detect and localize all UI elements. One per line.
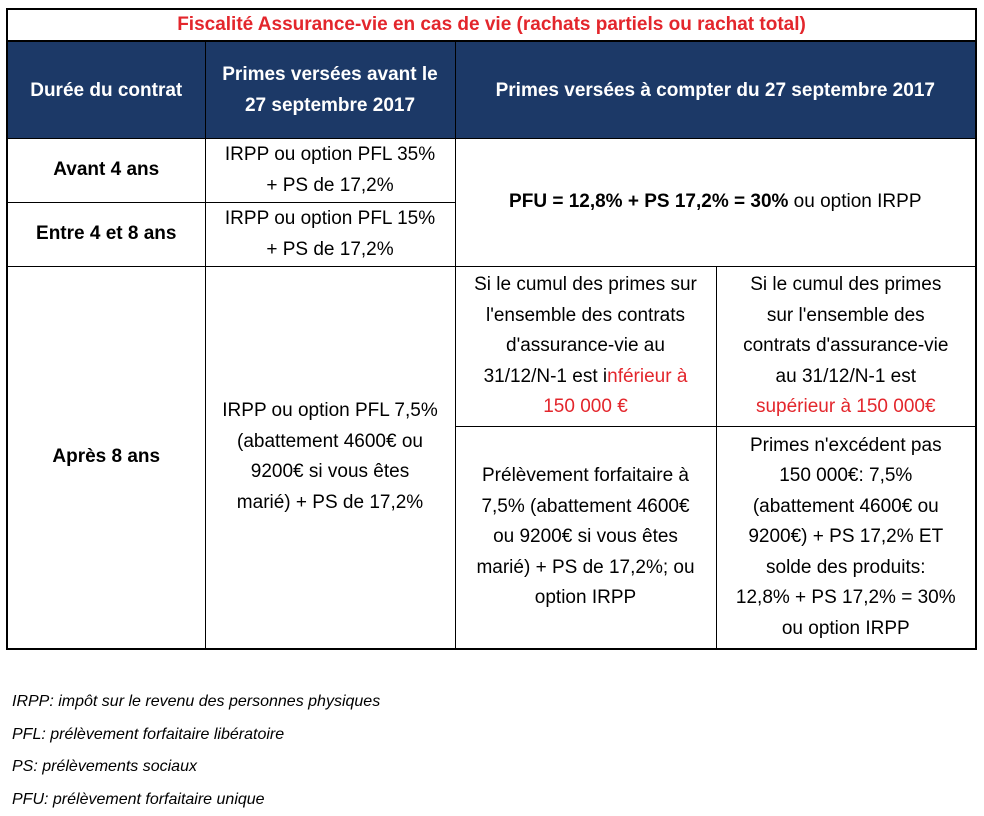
cell-apres-8-avant-2017 bbox=[205, 267, 455, 649]
cell-line: + PS de 17,2% bbox=[266, 174, 394, 196]
cell-line: + PS de 17,2% bbox=[266, 238, 394, 260]
table-title: Fiscalité Assurance-vie en cas de vie (rachats partiels ou rachat total) bbox=[7, 9, 976, 41]
cell-line bbox=[460, 362, 712, 393]
cell-pfu bbox=[455, 139, 976, 267]
header-primes-apres: Primes versées à compter du 27 septembre 2017 bbox=[455, 41, 976, 139]
header-primes-avant bbox=[205, 41, 455, 139]
cell-line: IRPP ou option PFL 7,5% bbox=[222, 400, 438, 422]
cell-line: l'ensemble des contrats bbox=[485, 304, 685, 326]
header-duree: Durée du contrat bbox=[7, 41, 205, 139]
cell-line: au 31/12/N-1 est bbox=[775, 365, 917, 387]
cell-condition-superieur bbox=[716, 267, 976, 427]
cell-line: marié) + PS de 17,2% bbox=[236, 491, 424, 513]
fiscal-table bbox=[6, 8, 977, 650]
cell-line: d'assurance-vie au bbox=[506, 335, 665, 357]
cell-line: IRPP ou option PFL 15% bbox=[224, 208, 436, 229]
cell-line: Si le cumul des primes bbox=[750, 274, 942, 296]
cell-line: IRPP ou option PFL 35% bbox=[224, 144, 436, 165]
header-primes-avant-line1: Primes versées avant le bbox=[222, 64, 438, 85]
cell-line: 9200€) + PS 17,2% ET bbox=[748, 526, 944, 547]
cell-entre-4-8-avant-2017 bbox=[205, 203, 455, 267]
cell-line: solde des produits: bbox=[766, 556, 926, 578]
cell-line: ou 9200€ si vous êtes bbox=[493, 526, 678, 547]
cell-line: sur l'ensemble des bbox=[766, 304, 925, 326]
footnote-ps: PS: prélèvements sociaux bbox=[12, 758, 197, 775]
cell-line: Si le cumul des primes sur bbox=[474, 274, 697, 296]
cond-inf-red: nférieur à bbox=[607, 365, 688, 387]
row-label-avant-4-ans: Avant 4 ans bbox=[7, 139, 205, 203]
fiscal-table-container bbox=[6, 8, 975, 650]
cell-line: 12,8% + PS 17,2% = 30% bbox=[735, 587, 956, 608]
header-primes-avant-line2: 27 septembre 2017 bbox=[244, 95, 416, 116]
cond-inf-black: 31/12/N-1 est i bbox=[483, 365, 608, 387]
cell-line: (abattement 4600€ ou bbox=[752, 495, 939, 517]
cell-line: 150 000€: 7,5% bbox=[779, 465, 913, 486]
cell-line: 9200€ si vous êtes bbox=[250, 461, 410, 483]
footnotes bbox=[12, 686, 380, 816]
cell-line: contrats d'assurance-vie bbox=[743, 335, 949, 357]
cell-line: marié) + PS de 17,2%; ou bbox=[476, 556, 695, 578]
row-label-entre-4-et-8-ans: Entre 4 et 8 ans bbox=[7, 203, 205, 267]
row-label-apres-8-ans: Après 8 ans bbox=[7, 267, 205, 649]
pfu-rest-text: ou option IRPP bbox=[788, 191, 922, 213]
cell-result-inferieur bbox=[455, 427, 716, 649]
cell-line-red: supérieur à 150 000€ bbox=[755, 396, 936, 418]
cell-line: 7,5% (abattement 4600€ bbox=[481, 495, 690, 517]
cell-line: option IRPP bbox=[534, 587, 637, 608]
cell-avant-4-ans-avant-2017 bbox=[205, 139, 455, 203]
cell-line: Primes n'excédent pas bbox=[749, 434, 942, 456]
cell-result-superieur bbox=[716, 427, 976, 649]
cell-condition-inferieur bbox=[455, 267, 716, 427]
cell-line: (abattement 4600€ ou bbox=[237, 430, 423, 452]
cell-line: ou option IRPP bbox=[781, 617, 910, 639]
pfu-bold-text: PFU = 12,8% + PS 17,2% = 30% bbox=[509, 191, 789, 213]
cell-line-red: 150 000 € bbox=[543, 396, 628, 418]
footnote-pfl: PFL: prélèvement forfaitaire libératoire bbox=[12, 725, 285, 743]
footnote-pfu: PFU: prélèvement forfaitaire unique bbox=[12, 790, 265, 808]
footnote-irpp: IRPP: impôt sur le revenu des personnes physiques bbox=[12, 693, 381, 710]
cell-line: Prélèvement forfaitaire à bbox=[482, 465, 689, 486]
